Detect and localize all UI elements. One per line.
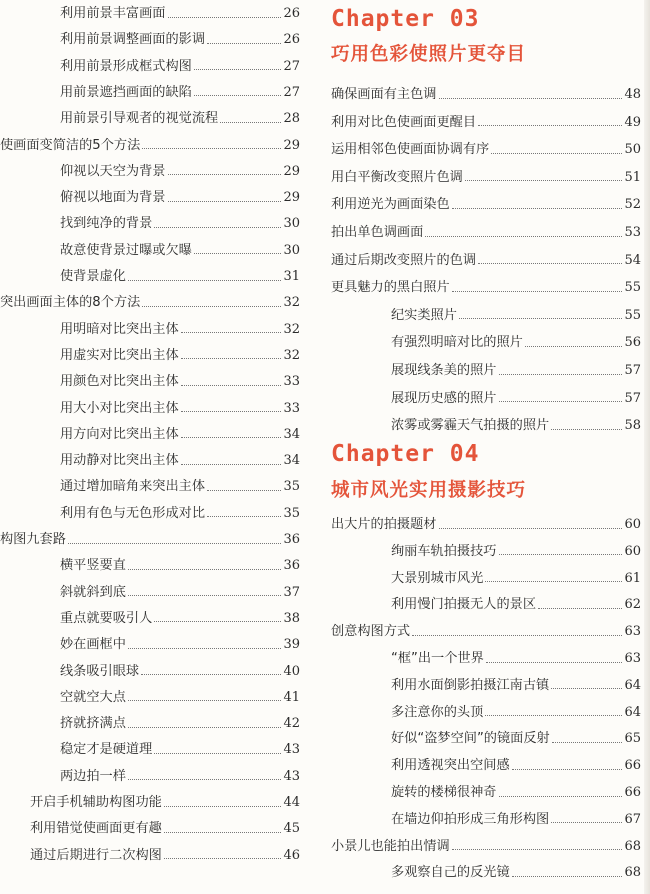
- toc-entry-page: 28: [283, 111, 300, 127]
- dot-leader: [478, 263, 622, 264]
- toc-entry-page: 32: [283, 295, 300, 311]
- toc-entry: [0, 213, 300, 235]
- toc-entry-page: 44: [283, 795, 300, 810]
- toc-entry-title: 在墙边仰拍形成三角形构图: [391, 811, 550, 827]
- toc-entry-title: 斜就斜到底: [60, 584, 126, 600]
- toc-entry: [0, 108, 300, 130]
- toc-entry-page: 53: [624, 225, 641, 240]
- toc-entry-page: 30: [283, 216, 300, 232]
- toc-entry-title: 有强烈明暗对比的照片: [391, 335, 523, 351]
- toc-entry: [331, 514, 641, 536]
- toc-entry-title: 用颜色对比突出主体: [60, 374, 179, 390]
- dot-leader: [207, 490, 281, 491]
- toc-entry-page: 31: [283, 269, 300, 284]
- toc-entry-title: 用动静对比突出主体: [60, 453, 179, 469]
- toc-entry-page: 67: [624, 811, 641, 827]
- toc-entry: [0, 818, 300, 840]
- toc-entry: [331, 332, 641, 354]
- toc-entry-title: 通过增加暗角来突出主体: [60, 479, 206, 495]
- toc-entry-title: 多观察自己的反光镜: [391, 865, 510, 881]
- toc-entry: [0, 82, 300, 104]
- toc-entry-title: 用前景引导观者的视觉流程: [60, 111, 219, 127]
- toc-entry-page: 60: [624, 517, 641, 532]
- toc-entry-title: 故意使背景过曝或欠曝: [60, 242, 192, 258]
- dot-leader: [551, 429, 622, 430]
- toc-entry-title: 挤就挤满点: [60, 716, 126, 732]
- toc-entry: [0, 292, 300, 314]
- toc-entry-title: 构图九套路: [0, 532, 66, 547]
- toc-entry: [331, 250, 641, 272]
- dot-leader: [168, 17, 282, 18]
- toc-entry-title: 通过后期进行二次构图: [30, 847, 162, 863]
- toc-entry-title: 利用前景丰富画面: [60, 6, 166, 21]
- dot-leader: [485, 715, 622, 716]
- dot-leader: [154, 227, 281, 228]
- toc-entry-title: 使背景虚化: [60, 269, 126, 284]
- toc-entry-title: 好似“盗梦空间”的镜面反射: [391, 731, 550, 747]
- toc-entry-title: 运用相邻色使画面协调有序: [331, 142, 490, 158]
- dot-leader: [552, 742, 623, 743]
- toc-entry-page: 34: [283, 426, 300, 442]
- toc-entry-page: 29: [283, 163, 300, 179]
- dot-leader: [128, 569, 282, 570]
- toc-entry-page: 62: [624, 597, 641, 613]
- toc-entry-title: 仰视以天空为背景: [60, 163, 166, 179]
- dot-leader: [525, 346, 623, 347]
- toc-entry-title: 展现历史感的照片: [391, 390, 497, 406]
- dot-leader: [512, 769, 623, 770]
- toc-entry: [0, 792, 300, 814]
- toc-entry-page: 66: [624, 785, 641, 800]
- chapter-4-label: Chapter 04: [331, 441, 480, 467]
- toc-entry-page: 56: [624, 335, 641, 351]
- toc-entry-page: 41: [283, 689, 300, 705]
- toc-entry: [331, 782, 641, 804]
- toc-entry-page: 64: [624, 677, 641, 693]
- dot-leader: [425, 236, 622, 237]
- toc-entry-page: 58: [624, 418, 641, 434]
- toc-entry: [331, 594, 641, 616]
- toc-entry-title: 确保画面有主色调: [331, 87, 437, 102]
- toc-entry: [0, 582, 300, 604]
- dot-leader: [486, 662, 623, 663]
- toc-entry-title: 用大小对比突出主体: [60, 400, 179, 416]
- dot-leader: [512, 876, 623, 877]
- toc-entry: [331, 277, 641, 299]
- toc-entry: [0, 398, 300, 420]
- toc-entry-page: 32: [283, 347, 300, 363]
- dot-leader: [181, 385, 282, 386]
- dot-leader: [538, 608, 622, 609]
- toc-entry-page: 33: [283, 374, 300, 390]
- dot-leader: [499, 554, 623, 555]
- toc-entry-title: 用前景遮挡画面的缺陷: [60, 84, 192, 100]
- toc-entry: [0, 424, 300, 446]
- toc-entry-title: 利用有色与无色形成对比: [60, 505, 206, 521]
- toc-entry-title: 利用逆光为画面染色: [331, 197, 450, 213]
- toc-entry: [331, 139, 641, 161]
- toc-entry-title: 旋转的楼梯很神奇: [391, 785, 497, 800]
- toc-entry: [331, 84, 641, 106]
- dot-leader: [128, 700, 282, 701]
- toc-entry-title: 绚丽车轨拍摄技巧: [391, 543, 497, 559]
- toc-entry-page: 29: [283, 137, 300, 153]
- dot-leader: [164, 806, 282, 807]
- toc-entry: [331, 728, 641, 750]
- toc-entry-page: 36: [283, 532, 300, 547]
- page-edge: [644, 0, 650, 894]
- toc-entry: [0, 319, 300, 341]
- toc-entry-title: 通过后期改变照片的色调: [331, 252, 477, 268]
- toc-entry-page: 65: [624, 731, 641, 747]
- toc-entry-title: 利用错觉使画面更有趣: [30, 821, 162, 837]
- dot-leader: [220, 122, 281, 123]
- dot-leader: [207, 43, 281, 44]
- toc-entry: [331, 222, 641, 244]
- toc-entry-title: 出大片的拍摄题材: [331, 517, 437, 532]
- toc-entry-title: 拍出单色调画面: [331, 225, 424, 240]
- dot-leader: [128, 280, 282, 281]
- toc-entry-page: 33: [283, 400, 300, 416]
- chapter-3-label: Chapter 03: [331, 6, 480, 32]
- toc-entry-page: 26: [283, 32, 300, 48]
- toc-entry-page: 57: [624, 390, 641, 406]
- toc-entry: [331, 194, 641, 216]
- toc-entry: [0, 240, 300, 262]
- toc-entry-page: 42: [283, 716, 300, 732]
- toc-entry: [0, 608, 300, 630]
- toc-entry-page: 61: [624, 570, 641, 586]
- toc-entry: [331, 112, 641, 134]
- toc-entry: [0, 135, 300, 157]
- dot-leader: [491, 153, 622, 154]
- chapter-3-title: 巧用色彩使照片更夺目: [331, 44, 527, 65]
- toc-entry: [0, 766, 300, 788]
- toc-entry-page: 29: [283, 190, 300, 206]
- dot-leader: [128, 727, 282, 728]
- toc-entry: [0, 266, 300, 288]
- toc-entry-title: 多注意你的头顶: [391, 704, 484, 720]
- toc-entry-page: 68: [624, 865, 641, 881]
- toc-entry-page: 35: [283, 479, 300, 495]
- toc-entry: [0, 661, 300, 683]
- toc-entry-title: 利用水面倒影拍摄江南古镇: [391, 677, 550, 693]
- toc-entry-title: 利用对比色使画面更醒目: [331, 114, 477, 130]
- toc-entry-page: 32: [283, 321, 300, 337]
- toc-entry-page: 49: [624, 114, 641, 130]
- toc-entry-title: 稳定才是硬道理: [60, 742, 153, 758]
- toc-entry-page: 63: [624, 651, 641, 666]
- toc-entry-page: 68: [624, 838, 641, 854]
- dot-leader: [478, 125, 622, 126]
- toc-entry-title: 开启手机辅助构图功能: [30, 795, 162, 810]
- toc-entry-page: 39: [283, 637, 300, 653]
- toc-entry-title: 利用前景调整画面的影调: [60, 32, 206, 48]
- dot-leader: [141, 674, 281, 675]
- toc-entry: [0, 161, 300, 183]
- toc-entry: [0, 450, 300, 472]
- toc-entry: [0, 345, 300, 367]
- toc-entry-page: 26: [283, 6, 300, 21]
- dot-leader: [181, 464, 282, 465]
- toc-entry-title: 重点就要吸引人: [60, 610, 153, 626]
- toc-entry: [331, 568, 641, 590]
- toc-entry: [331, 809, 641, 831]
- toc-entry: [0, 503, 300, 525]
- dot-leader: [459, 318, 623, 319]
- dot-leader: [164, 858, 282, 859]
- toc-entry-title: 横平竖要直: [60, 558, 126, 574]
- toc-entry-title: “框”出一个世界: [391, 651, 484, 666]
- toc-entry-page: 54: [624, 252, 641, 268]
- toc-entry-title: 用方向对比突出主体: [60, 426, 179, 442]
- dot-leader: [412, 635, 622, 636]
- toc-entry-title: 小景儿也能拍出情调: [331, 838, 450, 854]
- toc-entry: [0, 3, 300, 25]
- dot-leader: [181, 437, 282, 438]
- toc-entry-page: 60: [624, 543, 641, 559]
- toc-entry-title: 找到纯净的背景: [60, 216, 153, 232]
- toc-entry-title: 两边拍一样: [60, 768, 126, 784]
- toc-entry-page: 64: [624, 704, 641, 720]
- dot-leader: [194, 253, 282, 254]
- toc-entry-page: 63: [624, 624, 641, 640]
- toc-entry-page: 27: [283, 58, 300, 74]
- toc-entry-page: 43: [283, 742, 300, 758]
- toc-entry: [0, 529, 300, 551]
- toc-entry-title: 用明暗对比突出主体: [60, 321, 179, 337]
- dot-leader: [128, 595, 282, 596]
- toc-entry: [331, 360, 641, 382]
- toc-entry-title: 用白平衡改变照片色调: [331, 169, 463, 185]
- toc-entry: [331, 621, 641, 643]
- dot-leader: [154, 753, 281, 754]
- toc-entry-page: 40: [283, 663, 300, 679]
- toc-entry: [331, 862, 641, 884]
- toc-entry: [0, 371, 300, 393]
- toc-entry-title: 利用慢门拍摄无人的景区: [391, 597, 537, 613]
- dot-leader: [439, 98, 623, 99]
- toc-entry: [331, 388, 641, 410]
- toc-entry: [0, 739, 300, 761]
- dot-leader: [452, 208, 623, 209]
- toc-entry: [0, 56, 300, 78]
- toc-entry-title: 纪实类照片: [391, 307, 457, 323]
- dot-leader: [452, 291, 623, 292]
- toc-entry: [331, 305, 641, 327]
- toc-entry-page: 55: [624, 307, 641, 323]
- dot-leader: [194, 69, 282, 70]
- toc-entry-page: 34: [283, 453, 300, 469]
- toc-entry: [331, 415, 641, 437]
- toc-entry-title: 利用前景形成框式构图: [60, 58, 192, 74]
- toc-entry: [331, 836, 641, 858]
- toc-entry-title: 俯视以地面为背景: [60, 190, 166, 206]
- toc-entry-page: 38: [283, 610, 300, 626]
- toc-entry-title: 展现线条美的照片: [391, 363, 497, 378]
- dot-leader: [207, 516, 281, 517]
- toc-entry: [0, 634, 300, 656]
- toc-entry: [331, 702, 641, 724]
- toc-entry-title: 线条吸引眼球: [60, 663, 140, 679]
- dot-leader: [194, 95, 282, 96]
- toc-entry-title: 浓雾或雾霾天气拍摄的照片: [391, 418, 550, 434]
- dot-leader: [485, 581, 622, 582]
- toc-entry: [0, 687, 300, 709]
- toc-entry-page: 51: [624, 169, 641, 185]
- toc-entry-page: 27: [283, 84, 300, 100]
- dot-leader: [499, 401, 623, 402]
- dot-leader: [181, 411, 282, 412]
- dot-leader: [452, 849, 623, 850]
- toc-entry-page: 37: [283, 584, 300, 600]
- toc-entry-title: 更具魅力的黑白照片: [331, 280, 450, 296]
- toc-entry-page: 50: [624, 142, 641, 158]
- toc-entry: [0, 476, 300, 498]
- toc-entry-title: 创意构图方式: [331, 624, 411, 640]
- toc-entry-page: 45: [283, 821, 300, 837]
- dot-leader: [181, 358, 282, 359]
- toc-entry: [331, 755, 641, 777]
- toc-entry-title: 使画面变简洁的5个方法: [0, 137, 141, 153]
- dot-leader: [551, 688, 622, 689]
- toc-entry-title: 突出画面主体的8个方法: [0, 295, 141, 311]
- toc-entry: [331, 167, 641, 189]
- toc-entry-page: 30: [283, 242, 300, 258]
- toc-entry: [0, 845, 300, 867]
- toc-entry-title: 妙在画框中: [60, 637, 126, 653]
- dot-leader: [499, 796, 623, 797]
- toc-entry-page: 66: [624, 758, 641, 774]
- dot-leader: [168, 201, 282, 202]
- toc-entry-page: 46: [283, 847, 300, 863]
- dot-leader: [164, 832, 282, 833]
- toc-entry: [0, 713, 300, 735]
- toc-entry: [0, 187, 300, 209]
- toc-entry-page: 36: [283, 558, 300, 574]
- toc-entry-page: 57: [624, 363, 641, 378]
- toc-entry-page: 35: [283, 505, 300, 521]
- toc-entry-page: 55: [624, 280, 641, 296]
- toc-entry-title: 大景别城市风光: [391, 570, 484, 586]
- toc-entry-page: 43: [283, 768, 300, 784]
- chapter-4-title: 城市风光实用摄影技巧: [331, 480, 527, 501]
- toc-entry: [331, 648, 641, 670]
- dot-leader: [142, 306, 281, 307]
- dot-leader: [499, 374, 623, 375]
- toc-entry: [0, 29, 300, 51]
- dot-leader: [68, 543, 282, 544]
- toc-entry-page: 48: [624, 87, 641, 102]
- dot-leader: [551, 822, 622, 823]
- toc-entry-title: 空就空大点: [60, 689, 126, 705]
- dot-leader: [154, 621, 281, 622]
- toc-entry: [331, 541, 641, 563]
- toc-entry-title: 利用透视突出空间感: [391, 758, 510, 774]
- dot-leader: [142, 148, 281, 149]
- dot-leader: [168, 174, 282, 175]
- dot-leader: [439, 528, 623, 529]
- toc-entry: [331, 675, 641, 697]
- dot-leader: [181, 332, 282, 333]
- toc-entry: [0, 555, 300, 577]
- dot-leader: [465, 180, 623, 181]
- toc-entry-page: 52: [624, 197, 641, 213]
- dot-leader: [128, 648, 282, 649]
- dot-leader: [128, 779, 282, 780]
- toc-entry-title: 用虚实对比突出主体: [60, 347, 179, 363]
